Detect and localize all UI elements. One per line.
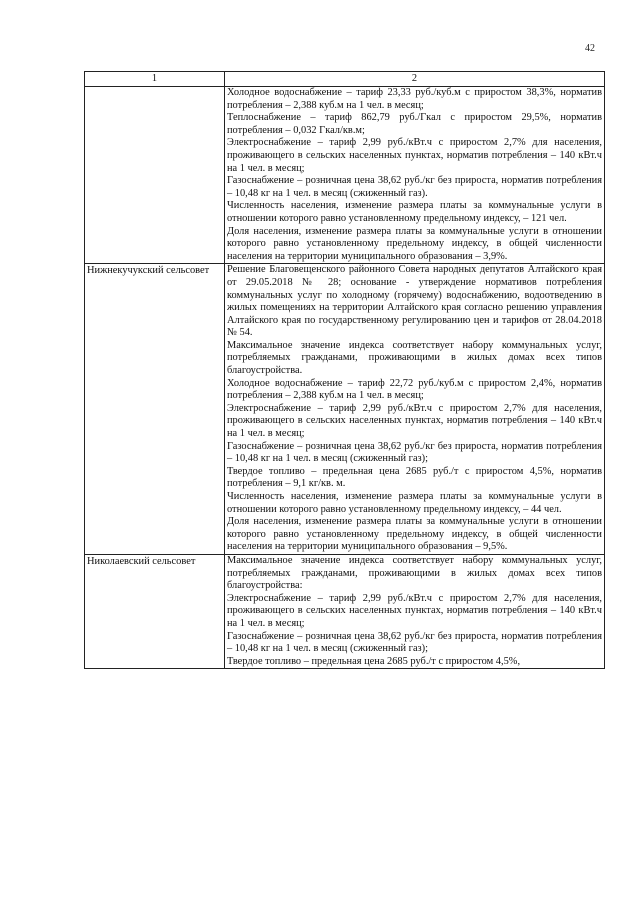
description-paragraph: Максимальное значение индекса соответствует набору коммунальных услуг, потребляемых гражданами, проживающими в жилых домах всех типов благоустройства:	[227, 554, 602, 592]
page-number: 42	[585, 43, 595, 54]
description-paragraph: Холодное водоснабжение – тариф 23,33 руб./куб.м с приростом 38,3%, норматив потребления – 2,388 куб.м на 1 чел. в месяц;	[227, 87, 602, 111]
description-paragraph: Решение Благовещенского районного Совета народных депутатов Алтайского края от 29.05.2018 № 28; основание - утверждение нормативов потребления коммунальных услуг по холодному (горячему) водоснабжению, водоотведению в жилых помещениях на территории Алтайского края согласно решению управления Алтайского края по государственному регулированию цен и тарифов от 28.04.2018 № 54.	[227, 264, 602, 339]
column-header-2: 2	[225, 72, 605, 87]
description-paragraph: Доля населения, изменение размера платы за коммунальные услуги в отношении которого равно установленному предельному индексу, в общей численности населения на территории муниципального образования – 9,5%.	[227, 516, 602, 553]
description-paragraph: Холодное водоснабжение – тариф 22,72 руб./куб.м с приростом 2,4%, норматив потребления – 2,388 куб.м на 1 чел. в месяц;	[227, 377, 602, 402]
description-paragraph: Электроснабжение – тариф 2,99 руб./кВт.ч с приростом 2,7% для населения, проживающего в сельских населенных пунктах, норматив потребления – 140 кВт.ч на 1 чел. в месяц;	[227, 137, 602, 174]
description-paragraph: Газоснабжение – розничная цена 38,62 руб./кг без прироста, норматив потребления – 10,48 кг на 1 чел. в месяц (сжиженный газ).	[227, 175, 602, 199]
description-paragraph: Электроснабжение – тариф 2,99 руб./кВт.ч с приростом 2,7% для населения, проживающего в сельских населенных пунктах, норматив потребления – 140 кВт.ч на 1 чел. в месяц;	[227, 592, 602, 629]
column-header-1: 1	[85, 72, 225, 87]
table-row	[85, 87, 605, 264]
description-paragraph: Численность населения, изменение размера платы за коммунальные услуги в отношении которого равно установленному предельному индексу, – 121 чел.	[227, 200, 602, 224]
description-paragraph: Газоснабжение – розничная цена 38,62 руб./кг без прироста, норматив потребления – 10,48 кг на 1 чел. в месяц (сжиженный газ);	[227, 440, 602, 465]
description-paragraph: Твердое топливо – предельная цена 2685 руб./т с приростом 4,5%,	[227, 655, 521, 667]
description-paragraph: Электроснабжение – тариф 2,99 руб./кВт.ч с приростом 2,7% для населения, проживающего в сельских населенных пунктах, норматив потребления – 140 кВт.ч на 1 чел. в месяц;	[227, 402, 602, 440]
description-paragraph: Твердое топливо – предельная цена 2685 руб./т с приростом 4,5%, норматив потребления – 9,1 кг/кв. м.	[227, 465, 602, 490]
table-body	[85, 87, 605, 669]
description-cell	[225, 264, 605, 555]
table-row	[85, 264, 605, 555]
tariff-table	[84, 71, 605, 669]
region-name-cell: Николаевский сельсовет	[85, 554, 225, 668]
table-header-row	[85, 72, 605, 87]
description-cell	[225, 87, 605, 264]
description-paragraph: Доля населения, изменение размера платы за коммунальные услуги в отношении которого равно установленному предельному индексу, в общей численности населения на территории муниципального образования – 3,9%.	[227, 225, 602, 262]
description-paragraph: Численность населения, изменение размера платы за коммунальные услуги в отношении которого равно установленному предельному индексу, – 44 чел.	[227, 491, 602, 515]
table-row	[85, 554, 605, 668]
description-paragraph: Максимальное значение индекса соответствует набору коммунальных услуг, потребляемых гражданами, проживающими в жилых домах всех типов благоустройства.	[227, 339, 602, 377]
region-name-cell: Нижнекучукский сельсовет	[85, 264, 225, 555]
description-paragraph: Газоснабжение – розничная цена 38,62 руб./кг без прироста, норматив потребления – 10,48 кг на 1 чел. в месяц (сжиженный газ);	[227, 630, 602, 655]
description-cell	[225, 554, 605, 668]
region-name-cell	[85, 87, 225, 264]
description-paragraph: Теплоснабжение – тариф 862,79 руб./Гкал с приростом 29,5%, норматив потребления – 0,032 Гкал/кв.м;	[227, 112, 602, 136]
